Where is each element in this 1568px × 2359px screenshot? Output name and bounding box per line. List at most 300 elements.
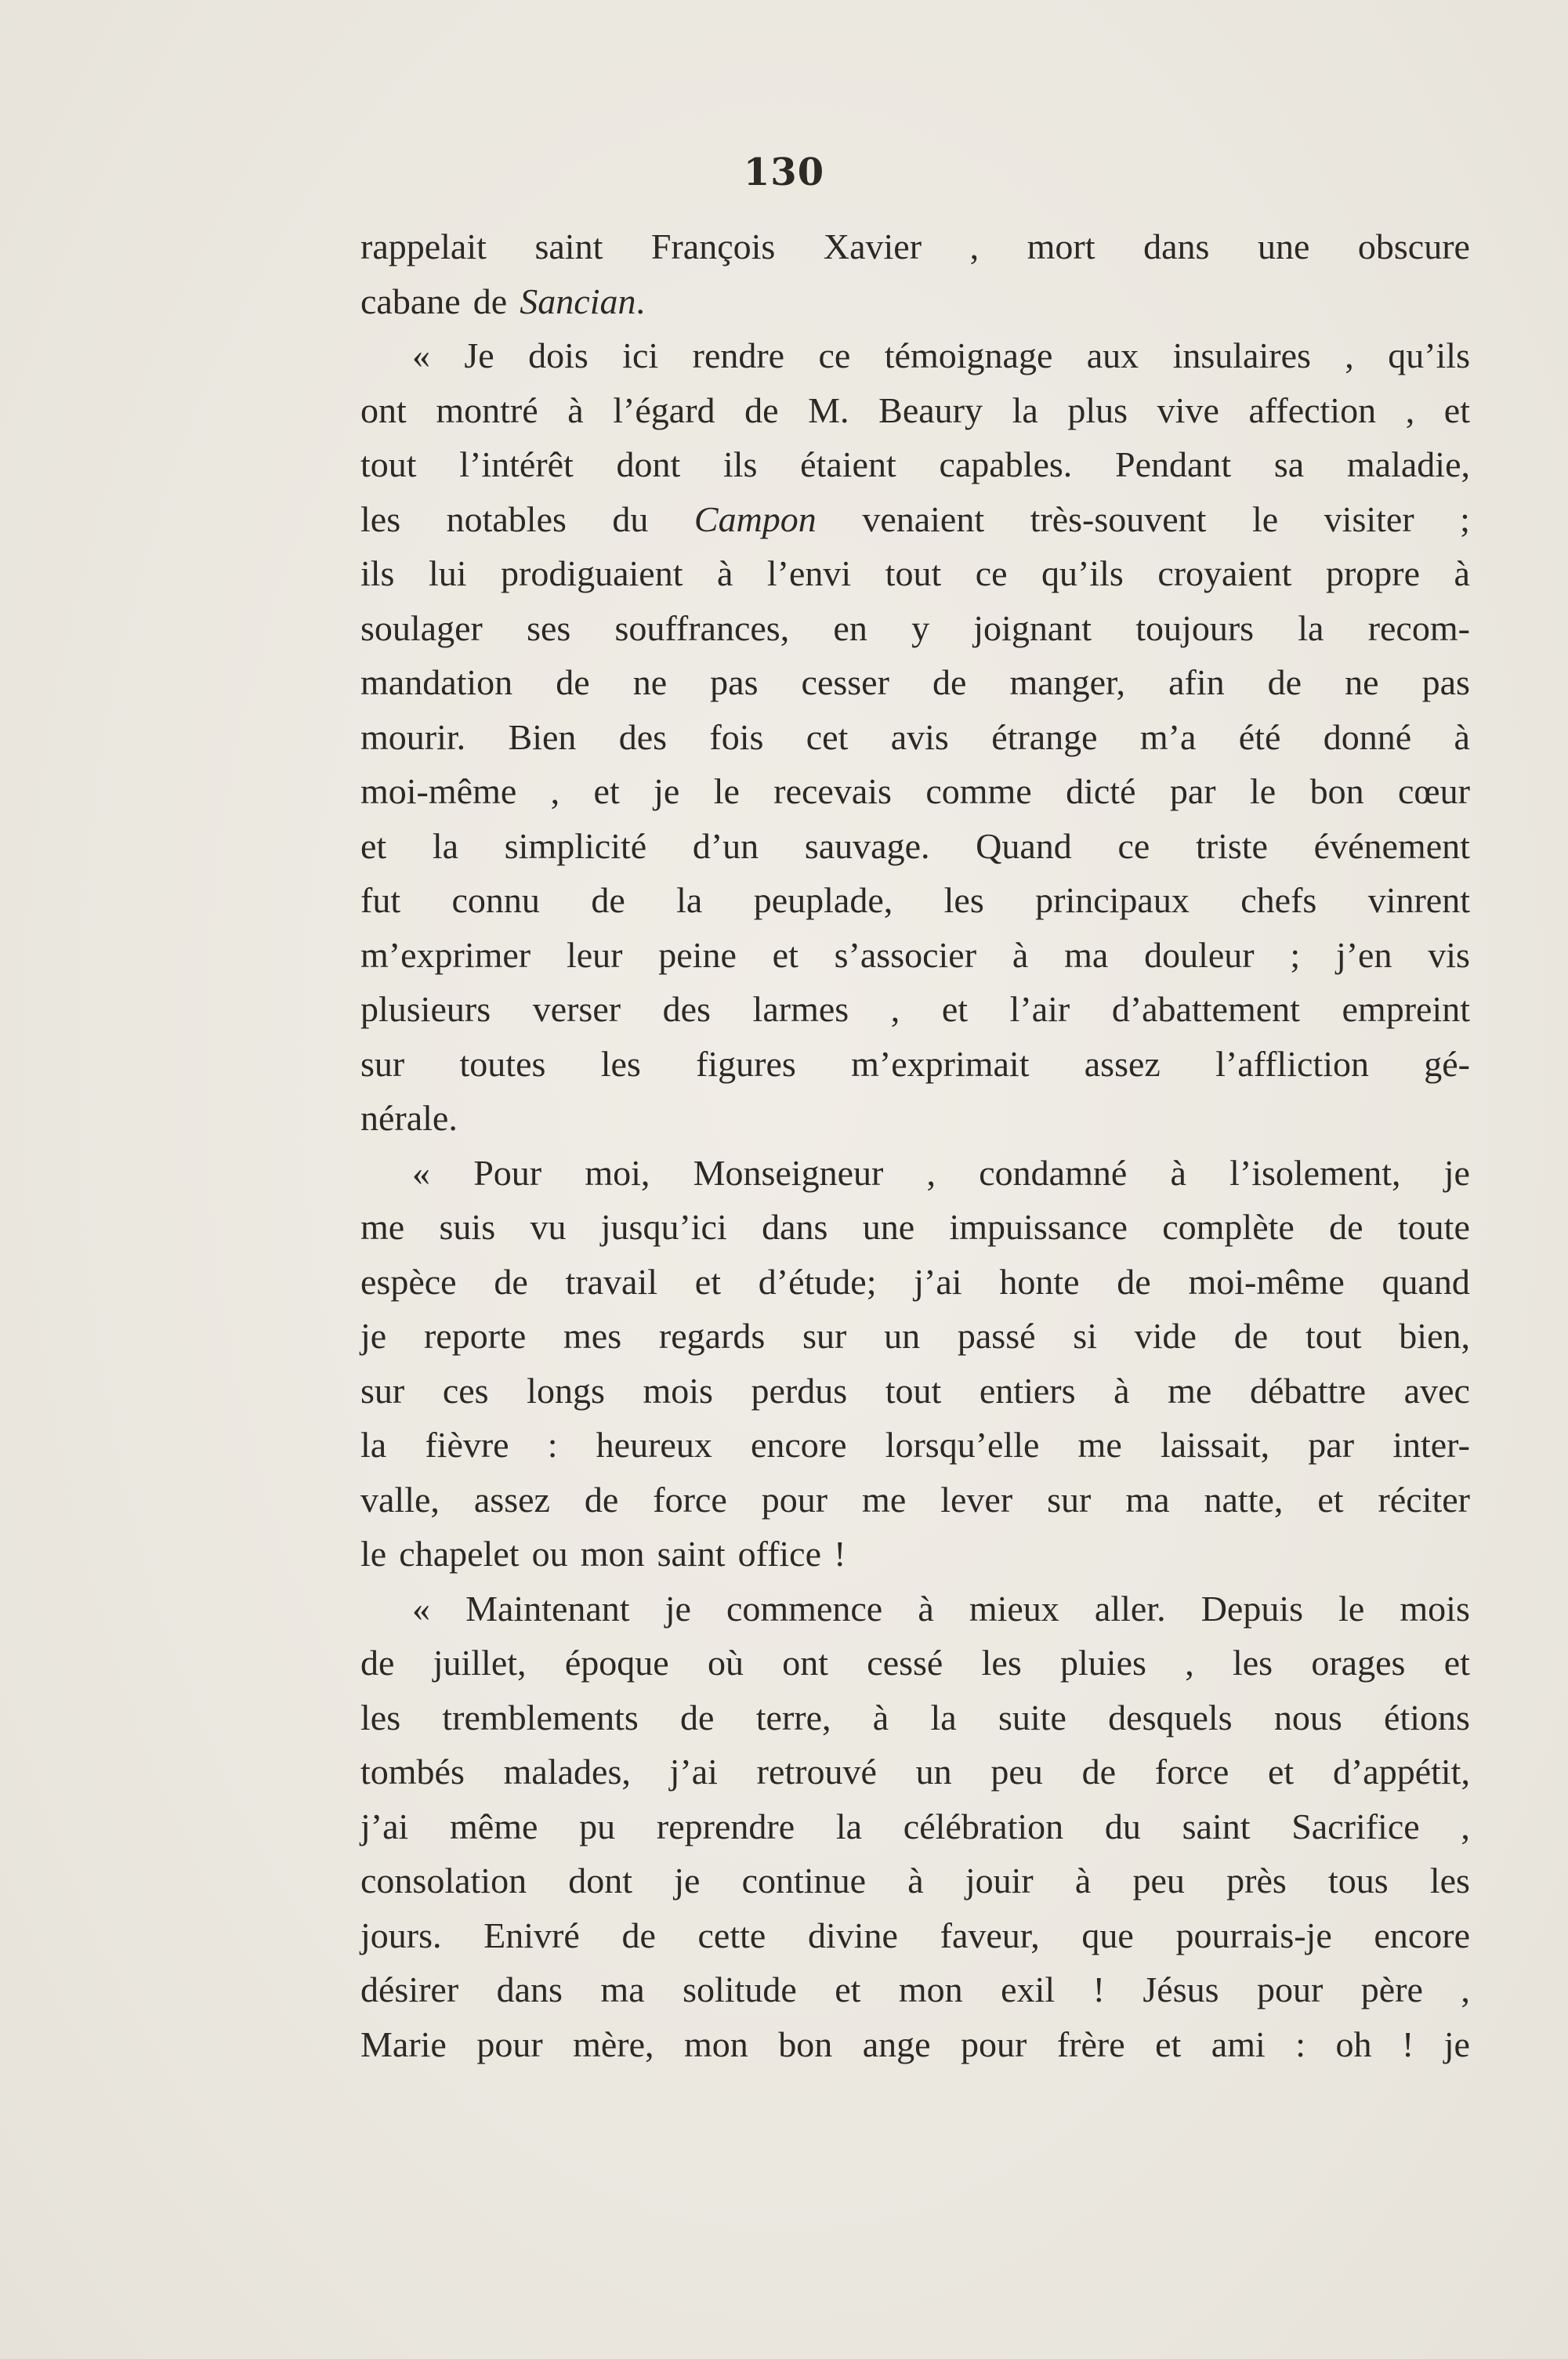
word: , (1345, 335, 1354, 375)
word: mieux (969, 1588, 1059, 1629)
word: travail (565, 1261, 658, 1302)
word: et (360, 825, 387, 866)
word: venaient (862, 498, 985, 539)
word: aller. (1094, 1588, 1166, 1629)
word: dicté (1066, 771, 1136, 811)
word: l’égard (613, 390, 715, 430)
text-line (360, 546, 1470, 601)
word: Sacrifice (1291, 1806, 1420, 1846)
word: suis (439, 1207, 496, 1247)
word: Campon (693, 498, 817, 539)
word: mon (898, 1969, 963, 2009)
text-line (360, 1364, 1470, 1419)
word: fièvre (425, 1425, 509, 1465)
word: dans (762, 1207, 828, 1247)
word: M. (808, 390, 849, 430)
word: force (1154, 1752, 1229, 1792)
word: et (1443, 1643, 1470, 1683)
word: ce (975, 553, 1008, 593)
word: l’air (1009, 989, 1070, 1029)
text-line (360, 1908, 1470, 1963)
word: perdus (751, 1370, 848, 1411)
word: maladie, (1346, 444, 1470, 484)
word: saint (657, 1534, 726, 1574)
word: jusqu’ici (600, 1207, 727, 1247)
word: office (737, 1534, 821, 1574)
word: à (716, 553, 733, 593)
word: mois (643, 1370, 713, 1411)
word: avis (890, 716, 949, 757)
word: commence (726, 1588, 883, 1629)
word: saint (534, 226, 603, 266)
word: propre (1325, 553, 1420, 593)
word: ma (1125, 1479, 1170, 1520)
word: peu (1132, 1861, 1185, 1901)
word: ici (622, 335, 659, 375)
word: , (550, 771, 560, 811)
word: Quand (976, 825, 1072, 866)
word: où (707, 1643, 744, 1683)
word: des (618, 716, 668, 757)
word: je (1443, 2024, 1470, 2064)
word: les (1429, 1861, 1470, 1901)
text-line (360, 928, 1470, 983)
word: jouir (965, 1861, 1034, 1901)
word: montré (436, 390, 538, 430)
word: Bien (508, 716, 577, 757)
word: pas (1421, 662, 1470, 702)
text-line (360, 1690, 1470, 1745)
word: ne (632, 662, 668, 702)
word: du (1104, 1806, 1141, 1846)
word: donné (1323, 716, 1412, 757)
word: figures (696, 1043, 796, 1084)
word: de (1267, 662, 1302, 702)
word: valle, (360, 1479, 440, 1520)
word: j’ai (914, 1261, 962, 1302)
word: dois (528, 335, 588, 375)
word: me (1168, 1370, 1212, 1411)
word: ! (834, 1534, 846, 1574)
word: le (713, 771, 740, 811)
word: et (1155, 2024, 1182, 2064)
word: larmes (752, 989, 849, 1029)
word: continue (741, 1861, 867, 1901)
word: de (680, 1697, 715, 1738)
word: ; (1460, 498, 1470, 539)
word: lorsqu’elle (885, 1425, 1040, 1465)
word: ! (1092, 1969, 1105, 2009)
word: j’ai (360, 1806, 409, 1846)
word: que (1081, 1915, 1134, 1955)
word: saint (1182, 1806, 1251, 1846)
text-line (360, 1745, 1470, 1799)
word: : (547, 1425, 558, 1465)
word: terre, (755, 1697, 831, 1738)
word: ! (1401, 2024, 1414, 2064)
word: , (1461, 1806, 1470, 1846)
word: inter- (1392, 1425, 1470, 1465)
word: Xavier (823, 226, 922, 266)
text-line (360, 819, 1470, 874)
word: Pour (473, 1152, 542, 1193)
word: plus (1067, 390, 1128, 430)
word: ma (1064, 934, 1109, 975)
text-line (360, 383, 1470, 438)
word: tous (1327, 1861, 1389, 1901)
word: étaient (800, 444, 896, 484)
word: Enivré (483, 1915, 580, 1955)
word: de (494, 1261, 528, 1302)
word: tout (885, 553, 942, 593)
word: verser (532, 989, 621, 1029)
word: le (1250, 771, 1276, 811)
word: encore (750, 1425, 847, 1465)
word: le (360, 1534, 387, 1574)
text-line (360, 219, 1470, 274)
word: par (1308, 1425, 1355, 1465)
word: ce (1117, 825, 1150, 866)
word: honte (999, 1261, 1080, 1302)
word: ils (723, 444, 758, 484)
word: natte, (1204, 1479, 1284, 1520)
word: prodiguaient (501, 553, 683, 593)
word: m’exprimer (360, 934, 531, 975)
word: je (664, 1588, 691, 1629)
word: tout (1305, 1316, 1362, 1356)
word: qu’ils (1041, 553, 1124, 593)
word: à (907, 1861, 924, 1901)
word: les (1232, 1643, 1273, 1683)
word: à (1454, 716, 1470, 757)
word: longs (527, 1370, 605, 1411)
word: chefs (1240, 880, 1317, 920)
word: reporte (423, 1316, 527, 1356)
word: fois (709, 716, 764, 757)
word: Monseigneur (693, 1152, 884, 1193)
word: oh (1335, 2024, 1372, 2064)
text-line (360, 1636, 1470, 1690)
word: assez (1084, 1043, 1161, 1084)
text-line (360, 1309, 1470, 1364)
text-line (360, 274, 1470, 329)
word: toutes (459, 1043, 546, 1084)
text-line (360, 1037, 1470, 1092)
word: par (1169, 771, 1216, 811)
word: peu (990, 1752, 1043, 1792)
word: espèce (360, 1261, 457, 1302)
word: désirer (360, 1969, 459, 2009)
word: rappelait (360, 226, 487, 266)
word: joignant (973, 607, 1092, 648)
word: de (1117, 1261, 1151, 1302)
word: impuissance (949, 1207, 1128, 1247)
word: à (1114, 1370, 1130, 1411)
word: l’affliction (1215, 1043, 1369, 1084)
text-line (360, 1854, 1470, 1908)
word: passé (957, 1316, 1036, 1356)
word: de (621, 1915, 656, 1955)
word: tombés (360, 1752, 465, 1792)
word: toute (1397, 1207, 1470, 1247)
word: bon (1309, 771, 1364, 811)
word: bien, (1399, 1316, 1470, 1356)
word: dans (496, 1969, 563, 2009)
word: m’a (1139, 716, 1197, 757)
text-line (360, 328, 1470, 383)
word: obscure (1357, 226, 1470, 266)
word: jours. (360, 1915, 442, 1955)
word: mourir. (360, 716, 466, 757)
word: un (915, 1752, 952, 1792)
word: d’étude; (758, 1261, 877, 1302)
word: débattre (1249, 1370, 1367, 1411)
word: le (1338, 1588, 1365, 1629)
word: de (473, 281, 508, 321)
word: je (674, 1861, 701, 1901)
word: lui (428, 553, 467, 593)
word: dans (1143, 226, 1210, 266)
word: et (694, 1261, 721, 1302)
word: et (1268, 1752, 1295, 1792)
word: sauvage. (804, 825, 930, 866)
word: d’un (692, 825, 759, 866)
word: un (884, 1316, 921, 1356)
word: à (1170, 1152, 1186, 1193)
word: mon (684, 2024, 748, 2064)
word: , (926, 1152, 936, 1193)
word: triste (1196, 825, 1268, 866)
word: de (360, 1643, 395, 1683)
text-line (360, 2017, 1470, 2072)
word: ce (818, 335, 851, 375)
word: Marie (360, 2024, 447, 2064)
word: Jésus (1143, 1969, 1219, 2009)
word: recom- (1367, 607, 1470, 648)
word: afin (1168, 662, 1225, 702)
word: ange (862, 2024, 931, 2064)
word: et (772, 934, 798, 975)
word: vive (1157, 390, 1219, 430)
word: cette (697, 1915, 766, 1955)
word: et (1317, 1479, 1344, 1520)
word: de (1081, 1752, 1117, 1792)
word: cet (806, 716, 849, 757)
word: une (1257, 226, 1310, 266)
word: , (1405, 390, 1415, 430)
word: croyaient (1157, 553, 1292, 593)
page-number: 130 (743, 150, 825, 194)
word: leur (566, 934, 623, 975)
text-line (360, 982, 1470, 1037)
text-line (360, 1582, 1470, 1636)
word: chapelet (399, 1534, 520, 1574)
word: sur (802, 1316, 847, 1356)
word: j’en (1335, 934, 1392, 975)
word: tremblements (442, 1697, 639, 1738)
word: la (1012, 390, 1038, 430)
word: retrouvé (756, 1752, 877, 1792)
word: vide (1134, 1316, 1197, 1356)
word: je (1443, 1152, 1470, 1193)
word: pour (961, 2024, 1027, 2064)
word: faveur, (940, 1915, 1040, 1955)
word: nérale. (360, 1098, 458, 1138)
word: pluies (1060, 1643, 1146, 1683)
word: l’intérêt (459, 444, 574, 484)
word: de (556, 662, 590, 702)
word: ma (600, 1969, 645, 2009)
word: assez (473, 1479, 550, 1520)
word: « (412, 335, 430, 375)
text-line (360, 1799, 1470, 1854)
word: à (567, 390, 584, 430)
word: aux (1086, 335, 1139, 375)
word: à (1074, 1861, 1092, 1901)
word: « (412, 1152, 430, 1193)
word: heureux (596, 1425, 712, 1465)
word: tout (360, 444, 417, 484)
word: ses (527, 607, 571, 648)
word: me (862, 1479, 907, 1520)
word: la (360, 1425, 387, 1465)
word: près (1226, 1861, 1287, 1901)
word: et (941, 989, 969, 1029)
text-line (360, 710, 1470, 765)
text-line (360, 1962, 1470, 2017)
word: et (1443, 390, 1470, 430)
word: suite (998, 1697, 1066, 1738)
word: comme (925, 771, 1032, 811)
word: j’ai (669, 1752, 718, 1792)
word: cœur (1397, 771, 1470, 811)
word: entiers (979, 1370, 1076, 1411)
word: peine (658, 934, 737, 975)
word: les (943, 880, 984, 920)
word: de (1329, 1207, 1363, 1247)
word: empreint (1342, 989, 1470, 1029)
text-line (360, 1418, 1470, 1473)
word: cabane (360, 281, 461, 321)
word: consolation (360, 1861, 527, 1901)
body-text (360, 219, 1470, 2071)
word: pour (761, 1479, 828, 1520)
word: de (591, 880, 625, 920)
word: père (1360, 1969, 1423, 2009)
word: recevais (773, 771, 892, 811)
word: réciter (1378, 1479, 1470, 1520)
word: ne (1345, 662, 1379, 702)
word: la (432, 825, 459, 866)
word: laissait, (1160, 1425, 1270, 1465)
word: sur (1047, 1479, 1092, 1520)
word: connu (451, 880, 540, 920)
word: les (360, 498, 401, 539)
word: , (1461, 1969, 1470, 2009)
word: dont (616, 444, 681, 484)
text-line (360, 1200, 1470, 1255)
word: de (1233, 1316, 1269, 1356)
word: manger, (1009, 662, 1126, 702)
word: des (662, 989, 711, 1029)
word: moi-même (360, 771, 517, 811)
text-line (360, 601, 1470, 656)
word: ; (1290, 934, 1301, 975)
word: en (833, 607, 867, 648)
word: y (911, 607, 930, 648)
word: bon (778, 2024, 833, 2064)
text-line (360, 1091, 1470, 1146)
word: juillet, (433, 1643, 527, 1683)
word: vu (530, 1207, 567, 1247)
word: desquels (1108, 1697, 1233, 1738)
word: à (872, 1697, 889, 1738)
word: soulager (360, 607, 483, 648)
word: été (1238, 716, 1281, 757)
word: lever (940, 1479, 1013, 1520)
word: sur (360, 1370, 405, 1411)
word: quand (1382, 1261, 1470, 1302)
word: la (676, 880, 703, 920)
word: notables (446, 498, 567, 539)
word: plusieurs (360, 989, 491, 1029)
word: très-souvent (1030, 498, 1207, 539)
word: je (360, 1316, 387, 1356)
word: sur (360, 1043, 405, 1084)
word: ont (360, 390, 407, 430)
word: toujours (1135, 607, 1255, 648)
word: mon (580, 1534, 645, 1574)
text-line (360, 492, 1470, 547)
word: pas (710, 662, 759, 702)
word: orages (1311, 1643, 1406, 1683)
word: principaux (1035, 880, 1190, 920)
word: d’appétit, (1332, 1752, 1470, 1792)
word: cessé (867, 1643, 943, 1683)
word: l’isolement, (1229, 1152, 1401, 1193)
word: même (450, 1806, 538, 1846)
word: la (835, 1806, 863, 1846)
word: Depuis (1200, 1588, 1304, 1629)
word: exil (1001, 1969, 1056, 2009)
word: la (930, 1697, 957, 1738)
word: vis (1428, 934, 1470, 975)
word: événement (1313, 825, 1470, 866)
word: François (650, 226, 776, 266)
word: Maintenant (465, 1588, 630, 1629)
word: , (890, 989, 900, 1029)
word: à (918, 1588, 934, 1629)
word: moi-même (1188, 1261, 1345, 1302)
word: souffrances, (614, 607, 790, 648)
word: force (653, 1479, 727, 1520)
word: dont (568, 1861, 633, 1901)
word: ils (360, 553, 395, 593)
word: regards (658, 1316, 766, 1356)
word: avec (1403, 1370, 1470, 1411)
word: étions (1384, 1697, 1470, 1738)
word: simplicité (504, 825, 647, 866)
word: mes (563, 1316, 622, 1356)
word: affection (1248, 390, 1377, 430)
word: je (654, 771, 680, 811)
word: les (360, 1697, 401, 1738)
word: de (744, 390, 779, 430)
word: la (1298, 607, 1324, 648)
word: sa (1273, 444, 1305, 484)
word: les (600, 1043, 641, 1084)
word: du (612, 498, 649, 539)
